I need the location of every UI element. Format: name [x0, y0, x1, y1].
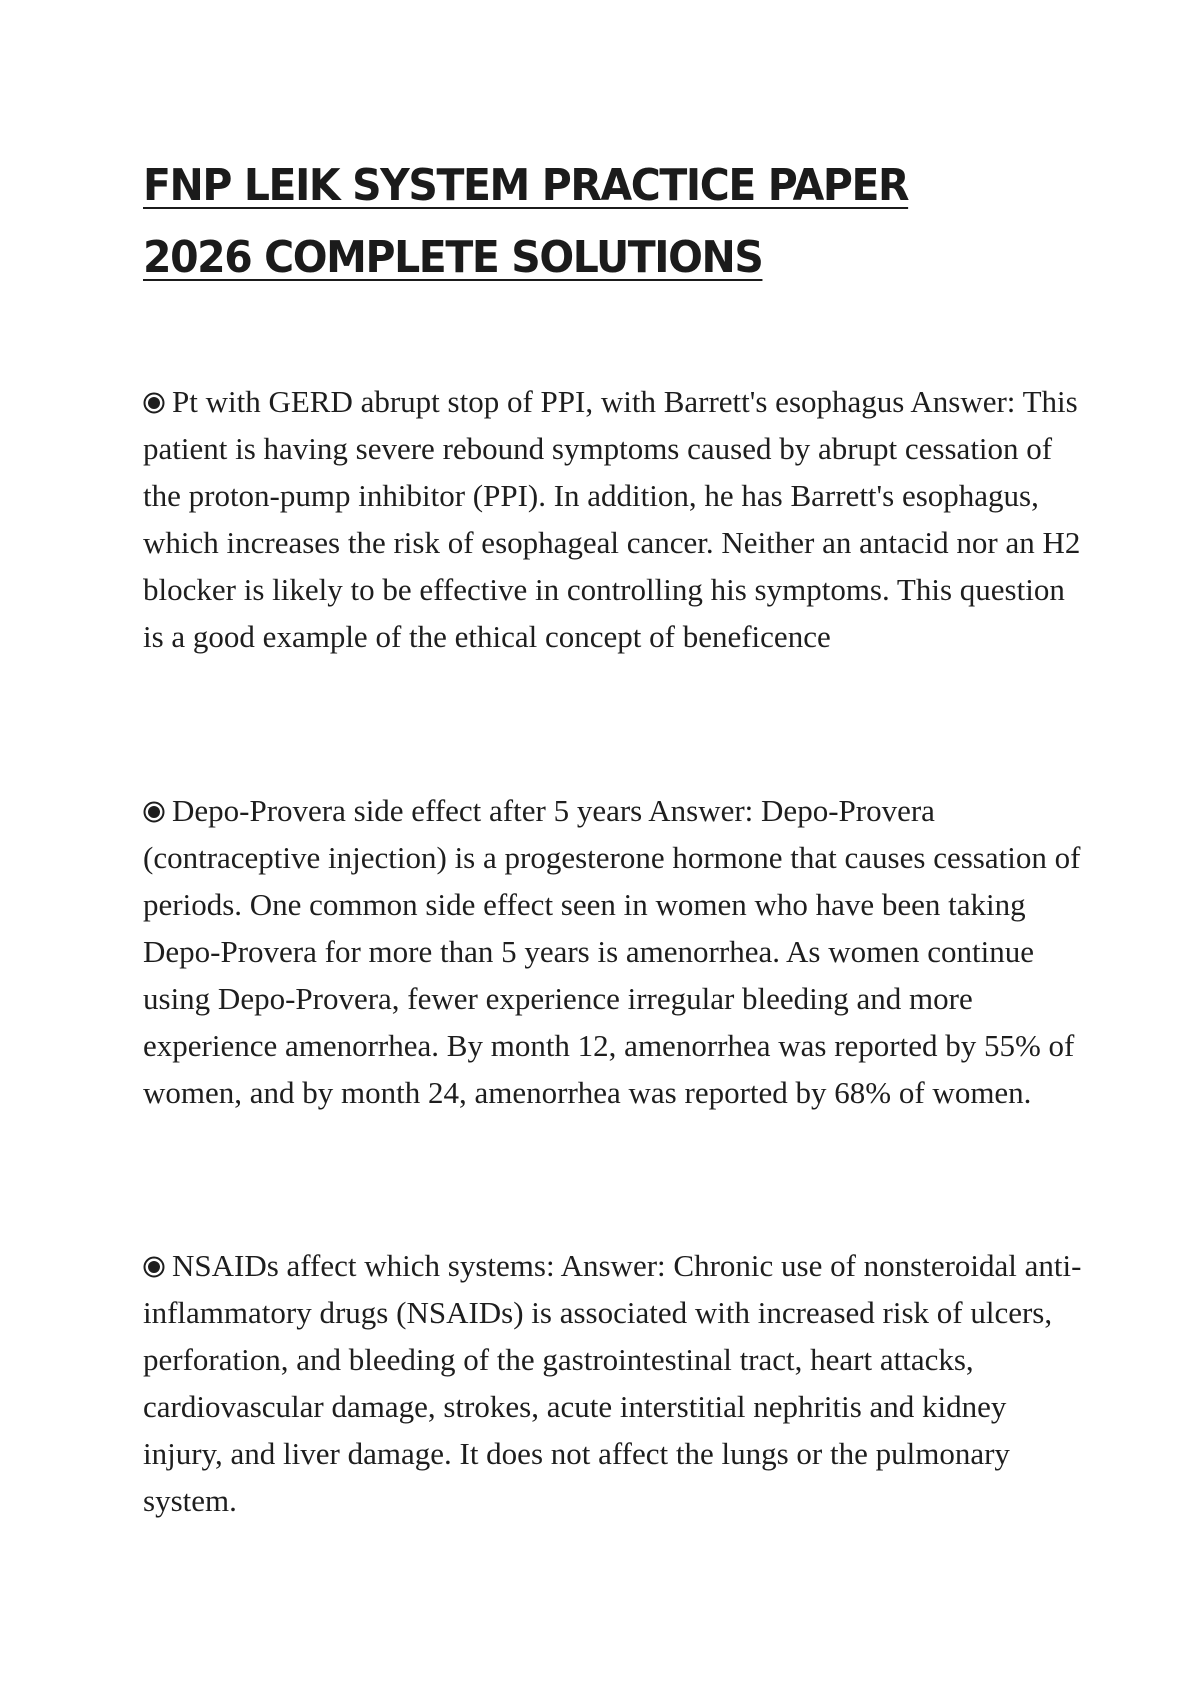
- radio-bullet-icon: [143, 801, 165, 823]
- qa-item-1: [143, 378, 1083, 660]
- radio-bullet-icon: [143, 1256, 165, 1278]
- radio-bullet-icon: [143, 392, 165, 414]
- qa-item-2: [143, 787, 1083, 1116]
- qa-item-text: NSAIDs affect which systems: Answer: Chronic use of nonsteroidal anti-inflammatory drugs (NSAIDs) is associated with increased risk of ulcers, perforation, and bleeding of the gastrointestinal tract, heart attacks, cardiovascular damage, strokes, acute interstitial nephritis and kidney injury, and liver damage. It does not affect the lungs or the pulmonary system.: [143, 1248, 1082, 1518]
- qa-item-text: Depo-Provera side effect after 5 years Answer: Depo-Provera (contraceptive injection) is a progesterone hormone that causes cessation of periods. One common side effect seen in women who have been taking Depo-Provera for more than 5 years is amenorrhea. As women continue using Depo-Provera, fewer experience irregular bleeding and more experience amenorrhea. By month 12, amenorrhea was reported by 55% of women, and by month 24, amenorrhea was reported by 68% of women.: [143, 793, 1081, 1110]
- qa-item-text: Pt with GERD abrupt stop of PPI, with Barrett's esophagus Answer: This patient is having severe rebound symptoms caused by abrupt cessation of the proton-pump inhibitor (PPI). In addition, he has Barrett's esophagus, which increases the risk of esophageal cancer. Neither an antacid nor an H2 blocker is likely to be effective in controlling his symptoms. This question is a good example of the ethical concept of beneficence: [143, 384, 1081, 654]
- page-title-text: FNP LEIK SYSTEM PRACTICE PAPER 2026 COMPLETE SOLUTIONS: [143, 160, 909, 283]
- page-title: [143, 150, 980, 294]
- qa-item-3: [143, 1242, 1083, 1524]
